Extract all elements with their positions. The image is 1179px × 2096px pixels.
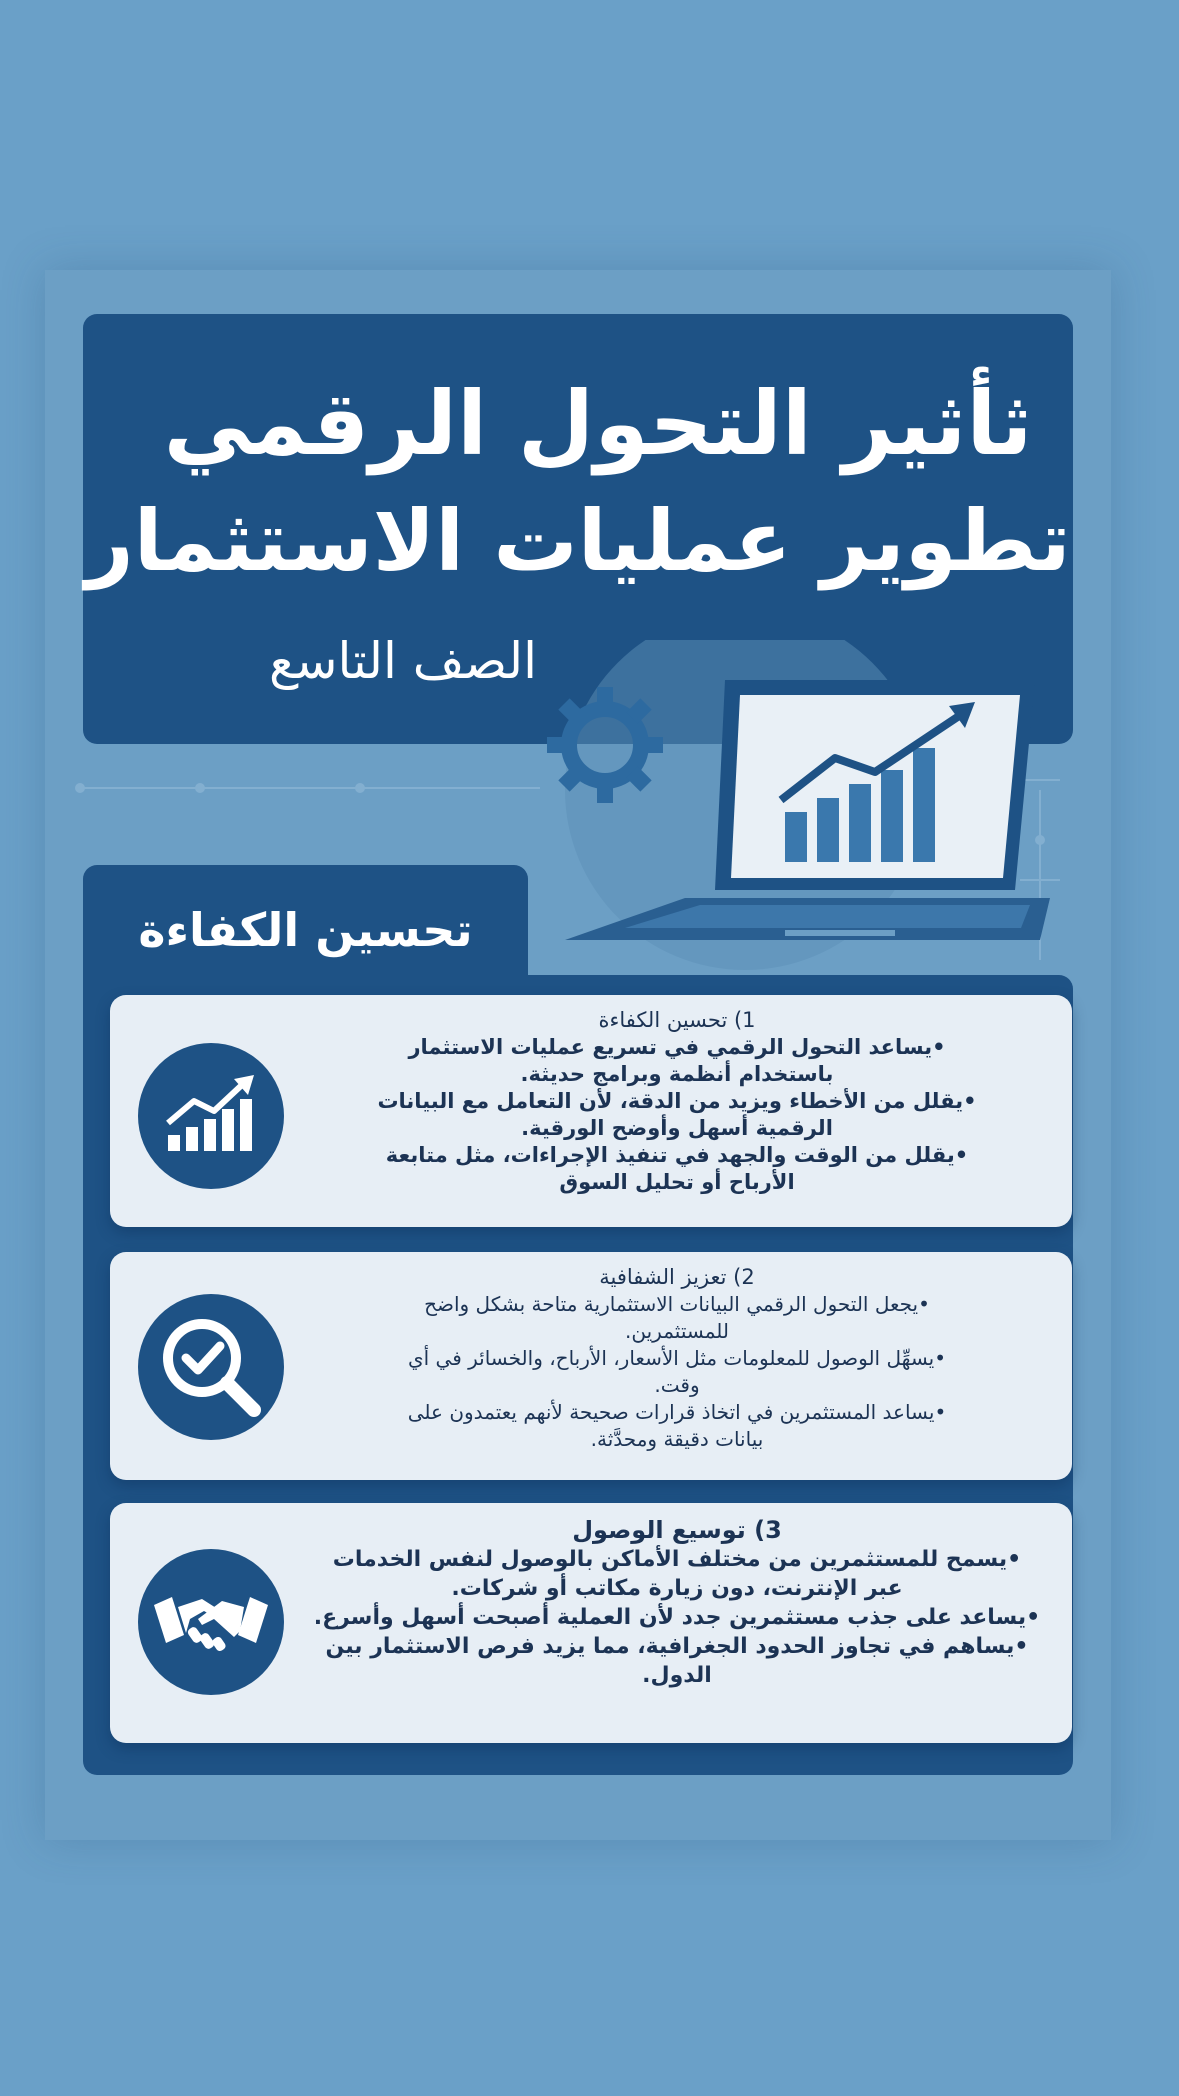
card-line: الأرباح أو تحليل السوق xyxy=(559,1170,795,1194)
growth-chart-icon xyxy=(138,1043,284,1189)
card-line: •يسهِّل الوصول للمعلومات مثل الأسعار، الأرباح، والخسائر في أي xyxy=(407,1346,947,1370)
card-line: •يساعد على جذب مستثمرين جدد لأن العملية أصبحت أسهل وأسرع. xyxy=(313,1605,1041,1630)
card-access xyxy=(110,1503,1072,1743)
card-efficiency xyxy=(110,995,1072,1227)
card-line: •يساعد التحول الرقمي في تسريع عمليات الاستثمار xyxy=(408,1035,946,1059)
efficiency-tab xyxy=(83,865,528,1005)
card-line: الرقمية أسهل وأوضح الورقية. xyxy=(521,1116,833,1140)
card-line: •يسمح للمستثمرين من مختلف الأماكن بالوصول لنفس الخدمات xyxy=(332,1547,1022,1572)
title-line-1: ثأثير التحول الرقمي xyxy=(163,372,1033,475)
title-line-2: تطوير عمليات الاستثمار xyxy=(85,492,1071,590)
card-line: الدول. xyxy=(642,1663,712,1688)
card-line: •يساعد المستثمرين في اتخاذ قرارات صحيحة لأنهم يعتمدون على xyxy=(407,1400,947,1424)
card-heading: 1) تحسين الكفاءة xyxy=(598,1008,756,1032)
magnifier-check-icon xyxy=(138,1294,284,1440)
card-efficiency-text xyxy=(300,1007,1054,1196)
card-line: بيانات دقيقة ومحدَّثة. xyxy=(590,1427,764,1451)
card-access-text xyxy=(300,1515,1054,1690)
card-heading: 2) تعزيز الشفافية xyxy=(599,1265,755,1289)
card-line: للمستثمرين. xyxy=(625,1319,729,1343)
card-line: •يساهم في تجاوز الحدود الجغرافية، مما يزيد فرص الاستثمار بين xyxy=(325,1634,1029,1659)
card-transparency xyxy=(110,1252,1072,1480)
grade-label: الصف التاسع xyxy=(268,632,538,690)
card-line: وقت. xyxy=(654,1373,700,1397)
card-line: •يقلل من الوقت والجهد في تنفيذ الإجراءات، مثل متابعة xyxy=(385,1143,969,1167)
card-line: •يجعل التحول الرقمي البيانات الاستثمارية متاحة بشكل واضح xyxy=(424,1292,930,1316)
card-transparency-text xyxy=(300,1264,1054,1453)
handshake-icon xyxy=(138,1549,284,1695)
laptop-illustration xyxy=(545,640,1065,980)
card-line: •يقلل من الأخطاء ويزيد من الدقة، لأن التعامل مع البيانات xyxy=(377,1089,977,1113)
card-line: باستخدام أنظمة وبرامج حديثة. xyxy=(520,1062,834,1086)
efficiency-tab-label: تحسين الكفاءة xyxy=(138,903,473,957)
card-heading: 3) توسيع الوصول xyxy=(572,1516,782,1544)
card-line: عبر الإنترنت، دون زيارة مكاتب أو شركات. xyxy=(451,1576,903,1601)
